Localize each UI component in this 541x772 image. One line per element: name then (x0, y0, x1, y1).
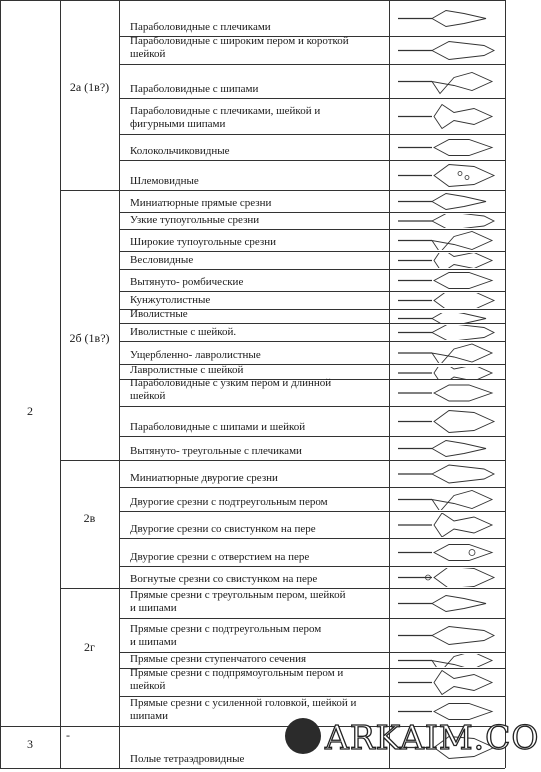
row-rule (119, 190, 505, 191)
type-name-cell: Полые тетраэдровидные (130, 753, 245, 765)
table-vertical-rule (505, 0, 506, 768)
arrowhead-notched-laurel-icon (394, 343, 500, 363)
subgroup-label: 2а (1в?) (69, 80, 110, 94)
type-name-cell: Параболовидные с шипами и шейкой (130, 421, 306, 433)
subgroup-label: 2б (1в?) (69, 331, 110, 345)
arrowhead-forked-triangular-icon (394, 489, 500, 510)
row-rule (119, 341, 505, 342)
type-name-cell: Прямые срезни с усиленной головкой, шейкой и шипами (130, 697, 357, 722)
table-top-rule (0, 0, 505, 1)
type-name-cell: Вытянуто- треугольные с плечиками (130, 445, 302, 457)
arrowhead-triangular-shouldered-icon (394, 438, 500, 459)
row-rule (119, 98, 505, 99)
row-rule (119, 768, 505, 769)
section-number: 2 (27, 404, 33, 418)
type-name-cell: Вытянуто- ромбические (130, 276, 244, 288)
row-rule (119, 618, 505, 619)
type-name-cell: Двурогие срезни с отверстием на пере (130, 551, 310, 563)
arrowhead-laurel-neck-icon (394, 366, 500, 378)
subgroup-rule (60, 190, 119, 191)
type-name-cell: Параболовидные с узким пером и длинной шейкой (130, 377, 332, 402)
arrowhead-stepped-section-icon (394, 654, 500, 667)
section-rule (0, 768, 60, 769)
type-name-cell: Прямые срезни с подтреугольным пером и шипами (130, 623, 322, 648)
row-rule (119, 460, 505, 461)
type-name-cell: Прямые срезни ступенчатого сечения (130, 653, 307, 665)
arrowhead-figured-barbs-icon (394, 100, 500, 133)
type-name-cell: Кунжутолистные (130, 294, 211, 306)
table-vertical-rule (0, 0, 1, 768)
row-rule (119, 212, 505, 213)
row-rule (119, 134, 505, 135)
row-rule (119, 229, 505, 230)
arrowhead-willow-leaf-icon (394, 311, 500, 322)
type-name-cell: Колокольчиковидные (130, 145, 230, 157)
arrowhead-wide-obtuse-icon (394, 231, 500, 250)
row-rule (119, 487, 505, 488)
type-name-cell: Прямые срезни с треугольным пером, шейкой и шипами (130, 589, 346, 614)
section-number: 3 (27, 737, 33, 751)
type-name-cell: Иволистные с шейкой. (130, 326, 237, 338)
subgroup-rule (60, 726, 119, 727)
type-name-cell: Миниатюрные прямые срезни (130, 197, 272, 209)
arrowhead-forked-hole-icon (394, 540, 500, 565)
watermark-dot-icon (285, 718, 321, 754)
type-name-cell: Двурогие срезни с подтреугольным пером (130, 496, 328, 508)
arrowhead-wide-blade-icon (394, 38, 500, 63)
arrowhead-concave-whistle-icon (394, 568, 500, 587)
arrowhead-narrow-obtuse-icon (394, 214, 500, 228)
type-name-cell: Параболовидные с широким пером и короткой шейкой (130, 35, 349, 60)
arrowhead-sesame-leaf-icon (394, 293, 500, 308)
type-name-cell: Параболовидные с плечиками, шейкой и фигурными шипами (130, 105, 321, 130)
type-name-cell: Иволистные (130, 308, 188, 320)
type-name-cell: Двурогие срезни со свистунком на пере (130, 523, 316, 535)
subgroup-label: 2в (83, 511, 96, 525)
arrowhead-narrow-long-neck-icon (394, 381, 500, 405)
arrowhead-straight-subtriangular-icon (394, 620, 500, 651)
type-name-cell: Широкие тупоугольные срезни (130, 236, 277, 248)
row-rule (119, 269, 505, 270)
arrowhead-mini-forked-icon (394, 462, 500, 486)
row-rule (119, 64, 505, 65)
arrowhead-forked-whistle-icon (394, 513, 500, 537)
row-rule (119, 511, 505, 512)
row-rule (119, 406, 505, 407)
row-rule (119, 291, 505, 292)
type-name-cell: Параболовидные с шипами (130, 83, 259, 95)
watermark-text: ARKAIM.CO (325, 718, 540, 757)
arrowhead-barbed-neck-icon (394, 408, 500, 435)
arrowhead-barbed-icon (394, 66, 500, 97)
row-rule (119, 436, 505, 437)
arrowhead-mini-straight-icon (394, 192, 500, 211)
type-name-cell: Параболовидные с плечиками (130, 21, 271, 33)
subgroup-label: 2г (84, 640, 95, 654)
type-name-cell: Ущербленно- лавролистные (130, 349, 261, 361)
subgroup-label: - (66, 728, 70, 742)
watermark-logo (285, 716, 541, 760)
type-name-cell: Весловидные (130, 254, 194, 266)
row-rule (119, 566, 505, 567)
arrowhead-willow-neck-icon (394, 325, 500, 340)
row-rule (119, 251, 505, 252)
arrowhead-oar-icon (394, 253, 500, 268)
arrowhead-helmet-icon (394, 162, 500, 189)
subgroup-rule (60, 588, 119, 589)
type-name-cell: Узкие тупоугольные срезни (130, 214, 260, 226)
section-rule (0, 726, 60, 727)
subgroup-rule (60, 768, 119, 769)
type-name-cell: Миниатюрные двурогие срезни (130, 472, 278, 484)
row-rule (119, 160, 505, 161)
row-rule (119, 323, 505, 324)
type-name-cell: Лавролистные с шейкой (130, 364, 244, 376)
arrowhead-straight-rectangular-icon (394, 670, 500, 695)
type-name-cell: Прямые срезни с подпрямоугольным пером и шейкой (130, 667, 344, 692)
arrowhead-bell-icon (394, 136, 500, 159)
subgroup-rule (60, 460, 119, 461)
type-name-cell: Вогнутые срезни со свистунком на пере (130, 573, 318, 585)
arrowhead-straight-triangular-icon (394, 590, 500, 617)
arrowhead-rhombic-icon (394, 271, 500, 290)
row-rule (119, 538, 505, 539)
arrowhead-shouldered-icon (394, 2, 500, 35)
type-name-cell: Шлемовидные (130, 175, 199, 187)
